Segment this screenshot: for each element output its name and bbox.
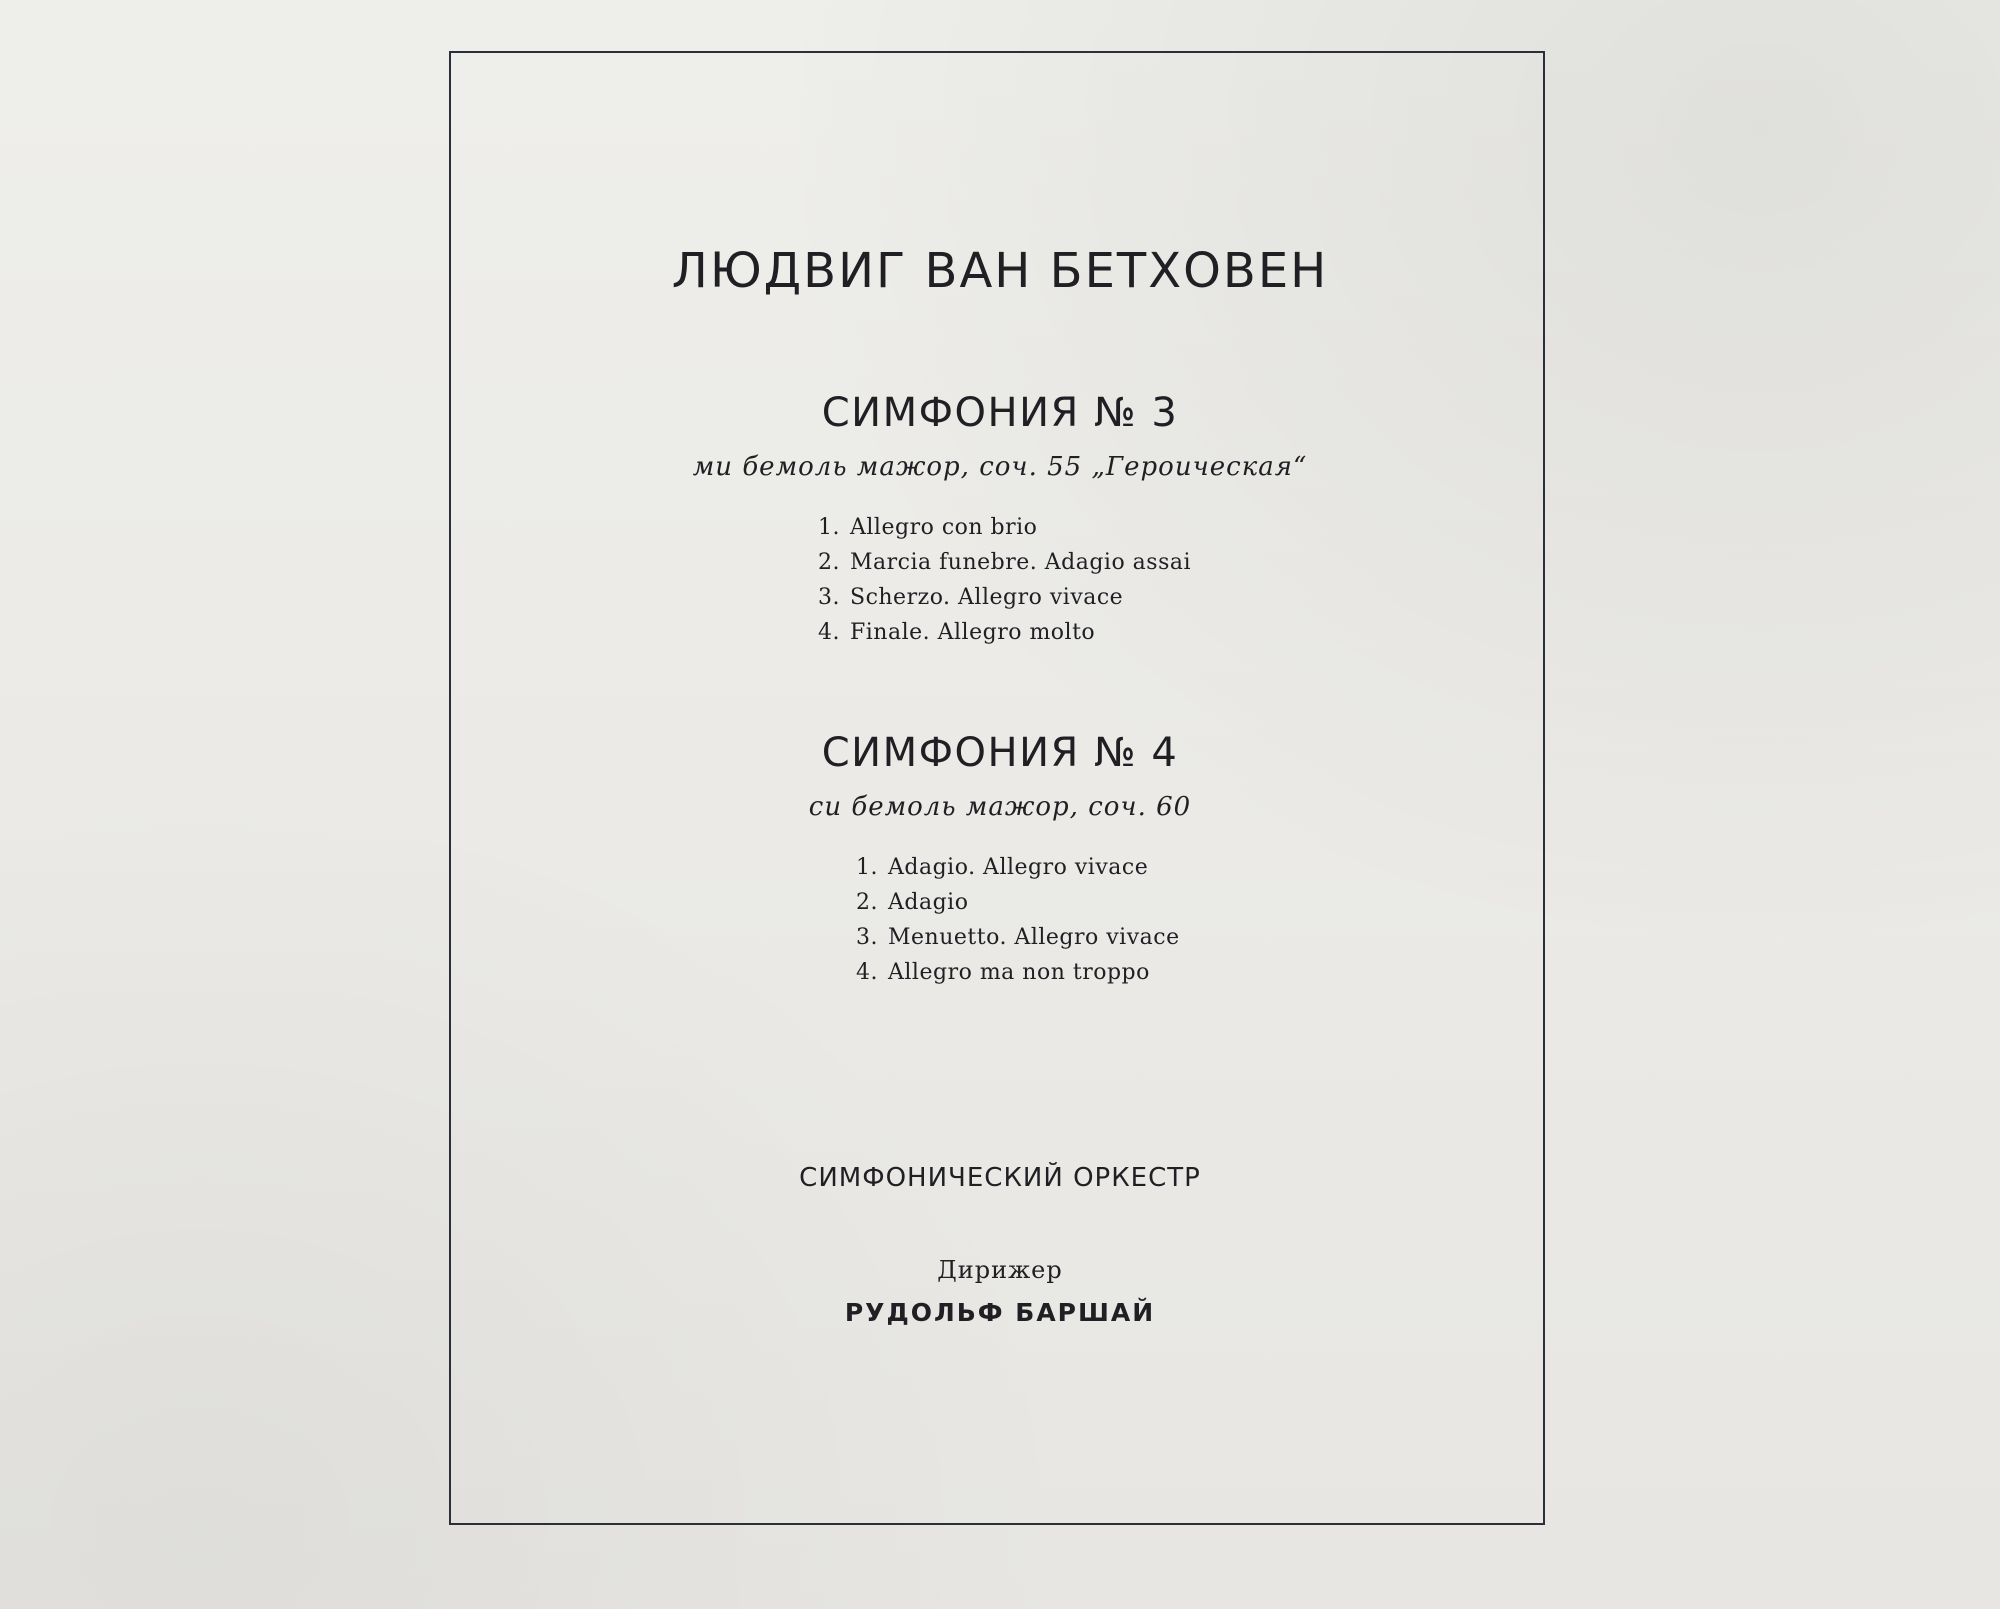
movement-title: Finale. Allegro molto xyxy=(850,620,1096,645)
list-item: 4. Allegro ma non troppo xyxy=(856,960,1150,985)
movement-title: Adagio. Allegro vivace xyxy=(888,855,1149,880)
composer-name: ЛЮДВИГ ВАН БЕТХОВЕН xyxy=(671,243,1329,299)
conductor-label: Дирижер xyxy=(937,1256,1063,1284)
movement-title: Allegro ma non troppo xyxy=(888,960,1150,985)
symphony-3-movements xyxy=(818,510,1191,650)
movement-title: Scherzo. Allegro vivace xyxy=(850,585,1124,610)
list-item: 2. Adagio xyxy=(856,890,969,915)
list-item: 4. Finale. Allegro molto xyxy=(818,620,1096,645)
movement-title: Adagio xyxy=(888,890,969,915)
symphony-3-title: СИМФОНИЯ № 3 xyxy=(821,390,1179,436)
symphony-4-movements xyxy=(856,850,1180,990)
list-item: 3. Scherzo. Allegro vivace xyxy=(818,585,1124,610)
orchestra-name: СИМФОНИЧЕСКИЙ ОРКЕСТР xyxy=(799,1163,1201,1193)
list-item: 1. Adagio. Allegro vivace xyxy=(856,855,1149,880)
movement-title: Menuetto. Allegro vivace xyxy=(888,925,1180,950)
list-item: 2. Marcia funebre. Adagio assai xyxy=(818,550,1192,575)
list-item: 1. Allegro con brio xyxy=(818,515,1038,540)
movement-title: Allegro con brio xyxy=(850,515,1038,540)
symphony-3-subtitle: ми бемоль мажор, соч. 55 „Героическая“ xyxy=(692,452,1308,482)
list-item: 3. Menuetto. Allegro vivace xyxy=(856,925,1180,950)
movement-title: Marcia funebre. Adagio assai xyxy=(850,550,1192,575)
conductor-name: РУДОЛЬФ БАРШАЙ xyxy=(844,1298,1156,1327)
symphony-4-subtitle: си бемоль мажор, соч. 60 xyxy=(808,792,1192,822)
symphony-4-title: СИМФОНИЯ № 4 xyxy=(821,730,1179,776)
